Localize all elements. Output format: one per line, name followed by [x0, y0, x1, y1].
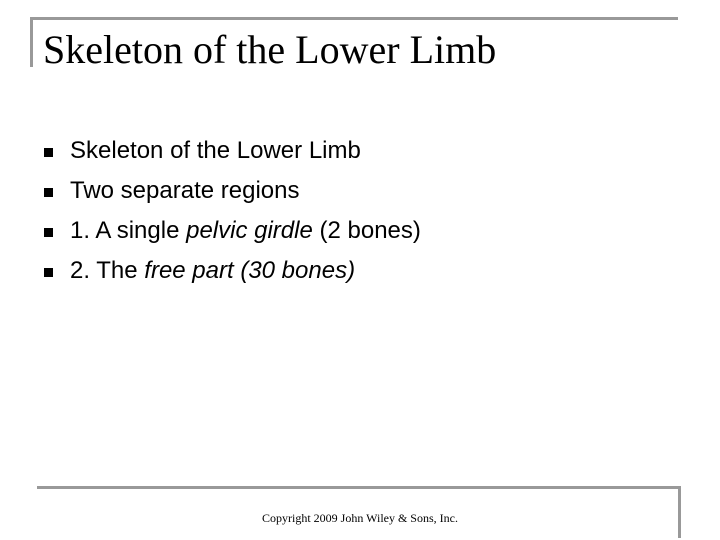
bullet-text [70, 251, 355, 291]
slide-title: Skeleton of the Lower Limb [43, 27, 497, 72]
bullet-text-run: 2. The [70, 257, 145, 284]
bullet-item [43, 171, 421, 211]
square-bullet-icon [44, 268, 53, 277]
bullet-item [43, 251, 421, 291]
bullet-text-run: Two separate regions [70, 177, 300, 204]
bullet-item [43, 131, 421, 171]
bullet-text-run: 1. A single [70, 217, 187, 244]
square-bullet-icon [44, 148, 53, 157]
bullet-text [70, 131, 361, 171]
bullet-text-run: Skeleton of the Lower Limb [70, 137, 361, 164]
square-bullet-icon [44, 188, 53, 197]
frame-bottom-line [37, 486, 681, 489]
bullet-text-run: (2 bones) [312, 217, 421, 244]
bullet-text-italic-run: pelvic girdle [186, 217, 313, 244]
square-bullet-icon [44, 228, 53, 237]
bullet-list [43, 131, 421, 291]
bullet-item [43, 211, 421, 251]
bullet-text [70, 211, 421, 251]
frame-top-line [30, 17, 678, 20]
copyright-footer: Copyright 2009 John Wiley & Sons, Inc. [262, 511, 458, 525]
bullet-text-italic-run: free part (30 bones) [144, 257, 356, 284]
frame-left-line [30, 17, 33, 67]
bullet-text [70, 171, 299, 211]
